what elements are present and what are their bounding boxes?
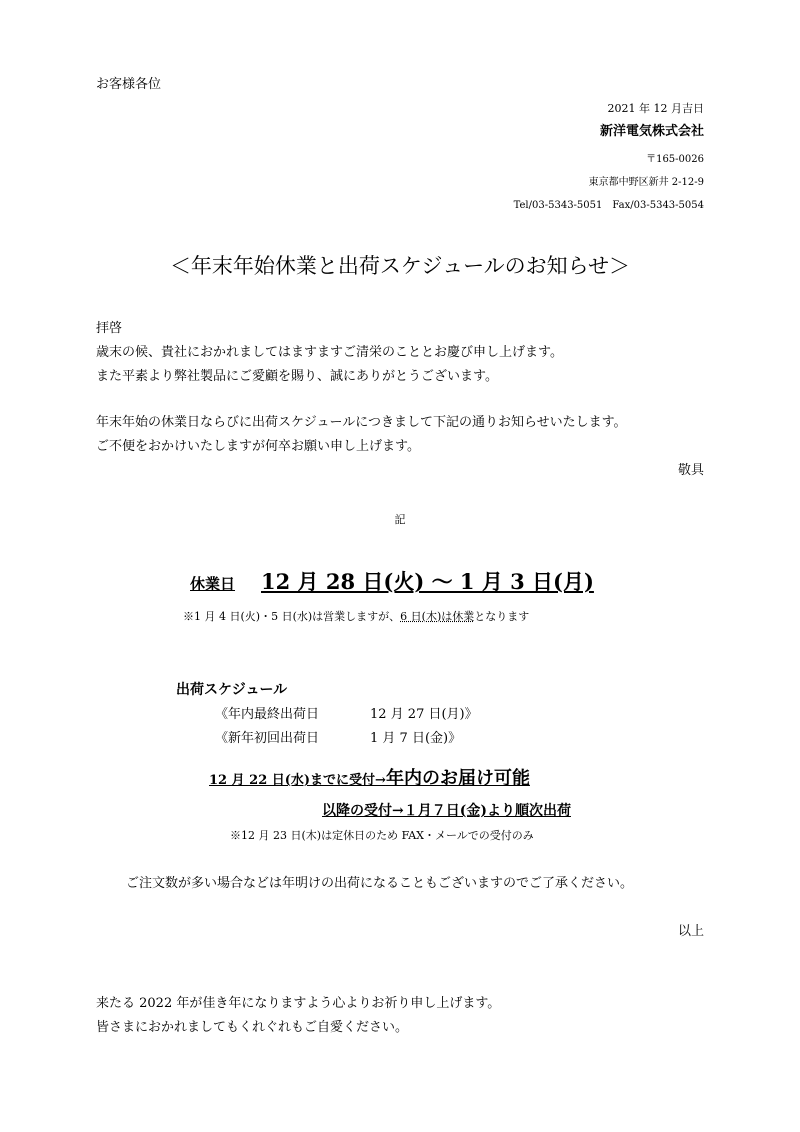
notice-text: ご注文数が多い場合などは年明けの出荷になることもございますのでご了承ください。 — [126, 876, 634, 891]
holiday-note-mark: 6 日(木)は休業 — [400, 610, 475, 623]
holiday-range: 12 月 28 日(火) ～ 1 月 3 日(月) — [261, 569, 594, 594]
shipping-deadline — [209, 764, 530, 790]
holiday-period — [190, 566, 594, 596]
company-name: 新洋電気株式会社 — [599, 124, 704, 139]
company-contact: Tel/03-5343-5051 Fax/03-5343-5054 — [513, 200, 704, 211]
shipping-row-label: 《新年初回出荷日 — [215, 731, 320, 746]
shipping-row-date: 12 月 27 日(月)》 — [370, 707, 478, 722]
greeting-opening: 拝啓 — [96, 321, 123, 336]
end-marker: 以上 — [677, 924, 704, 939]
page-title: ＜年末年始休業と出荷スケジュールのお知らせ＞ — [169, 254, 631, 278]
greeting-line-2: また平素より弊社製品にご愛顧を賜り、誠にありがとうございます。 — [96, 369, 498, 384]
greeting-line-4: ご不便をおかけいたしますが何卒お願い申し上げます。 — [96, 439, 420, 454]
company-address: 東京都中野区新井 2-12-9 — [588, 177, 704, 188]
holiday-note-lead: ※1 月 4 日(火)・5 日(水)は営業しますが、 — [183, 610, 401, 623]
greeting-line-1: 歳末の候、貴社におかれましてはますますご清栄のこととお慶び申し上げます。 — [96, 345, 563, 360]
shipping-row-label: 《年内最終出荷日 — [215, 707, 320, 722]
addressee: お客様各位 — [96, 77, 162, 92]
shipping-deadline-big: 年内のお届け可能 — [385, 768, 530, 789]
shipping-note: ※12 月 23 日(木)は定休日のため FAX・メールでの受付のみ — [230, 829, 534, 842]
issue-date: 2021 年 12 月吉日 — [607, 102, 704, 115]
shipping-deadline-lead: 12 月 22 日(水)までに受付→ — [209, 773, 386, 788]
shipping-row-date: 1 月 7 日(金)》 — [370, 731, 462, 746]
greeting-line-3: 年末年始の休業日ならびに出荷スケジュールにつきまして下記の通りお知らせいたします。 — [96, 415, 627, 430]
closing-line-1: 来たる 2022 年が佳き年になりますよう心よりお祈り申し上げます。 — [96, 996, 501, 1011]
holiday-note — [183, 610, 529, 624]
holiday-note-tail: となります — [474, 610, 530, 623]
shipping-after: 以降の受付→１月７日(金)より順次出荷 — [322, 803, 571, 819]
greeting-closing: 敬具 — [677, 463, 704, 478]
shipping-heading: 出荷スケジュール — [176, 682, 288, 698]
holiday-label: 休業日 — [190, 575, 236, 593]
postal-code: 〒165-0026 — [646, 154, 704, 165]
closing-line-2: 皆さまにおかれましてもくれぐれもご自愛ください。 — [96, 1020, 409, 1035]
ki-marker: 記 — [394, 513, 406, 526]
